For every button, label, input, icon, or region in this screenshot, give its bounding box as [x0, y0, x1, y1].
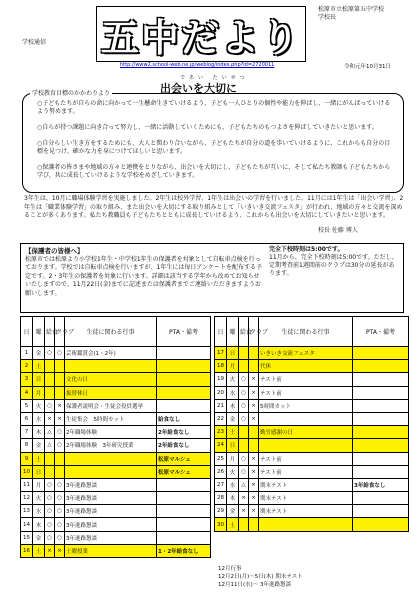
cell-lunch: ○ — [45, 531, 55, 544]
body-paragraph: 3年生は、10月に職場体験学習を実施しました。2年生は校外学習、1年生は出会いの学習を行いました。11月には1年生は「出会い学習」、2年生は「職業体験学習」の取り組み、また出会いを大切にする取り組みとして「いきいき交流フェスタ」が行われ、地域の方々と交流を深めることが多くあります。私たち教職員も子どもたちとともに成長していけるよう、これからも出会いを大切にしていきたいと思います。 — [24, 195, 404, 219]
cell-pta — [157, 386, 211, 399]
cell-lunch: ○ — [45, 478, 55, 491]
cell-event: いきいき交流フェスタ — [259, 347, 353, 360]
cell-date: 3 — [21, 373, 33, 386]
headline-furigana: であい たいせつ — [180, 75, 249, 81]
cell-pta: 松原マルシェ — [157, 465, 211, 478]
cell-event: 3年進路懇談 — [65, 478, 157, 491]
cell-day: 木 — [33, 518, 45, 531]
cell-lunch: ○ — [45, 518, 55, 531]
calendar-row — [21, 439, 211, 452]
cell-lunch — [239, 518, 249, 531]
cell-day: 日 — [33, 373, 45, 386]
cell-pta — [157, 360, 211, 373]
cell-date: 14 — [21, 518, 33, 531]
cell-lunch: ○ — [239, 452, 249, 465]
calendar-row — [21, 426, 211, 439]
cell-event: テスト前 — [259, 386, 353, 399]
cell-club: × — [55, 412, 65, 425]
cell-pta — [157, 505, 211, 518]
cell-lunch — [45, 465, 55, 478]
cell-lunch: × — [45, 412, 55, 425]
cell-date: 27 — [215, 478, 227, 491]
cell-event: テスト前 — [259, 465, 353, 478]
cell-pta — [353, 518, 409, 531]
cell-lunch: △ — [45, 426, 55, 439]
cell-club: × — [249, 412, 259, 425]
calendar-row — [215, 386, 409, 399]
cell-date: 4 — [21, 386, 33, 399]
calendar-table-left — [20, 316, 211, 558]
cell-day: 土 — [33, 544, 45, 557]
col-lunch: 給食 — [239, 317, 249, 347]
calendar-row — [21, 452, 211, 465]
cell-event: 期末テスト — [259, 492, 353, 505]
col-club: クラブ — [55, 317, 65, 347]
cell-event: 生徒集会 5時間カット — [65, 412, 157, 425]
cell-event — [65, 452, 157, 465]
calendar-table-right — [214, 316, 409, 532]
cell-club — [55, 465, 65, 478]
cell-lunch: ○ — [239, 412, 249, 425]
col-lunch: 給食 — [45, 317, 55, 347]
cell-club — [55, 386, 65, 399]
dismissal-title: 完全下校時刻は5:00です。 — [269, 246, 344, 253]
cell-day: 木 — [227, 399, 239, 412]
cell-lunch — [45, 360, 55, 373]
calendar-row — [215, 347, 409, 360]
cell-day: 日 — [227, 347, 239, 360]
cell-pta — [353, 439, 409, 452]
calendar-row — [21, 360, 211, 373]
cell-day: 金 — [33, 347, 45, 360]
cell-date: 7 — [21, 426, 33, 439]
cell-pta — [353, 399, 409, 412]
school-web-link[interactable]: http://www2.school-web.ne.jp/weblog/index.php?id=2720011 — [120, 62, 275, 68]
cell-day: 火 — [33, 399, 45, 412]
cell-club: ○ — [55, 347, 65, 360]
cell-event: 土曜授業 — [65, 544, 157, 557]
cell-event: 5時間カット — [259, 399, 353, 412]
cell-date: 26 — [215, 465, 227, 478]
cell-event: 2年職場体験 — [65, 426, 157, 439]
policy-box — [22, 93, 404, 193]
calendar-row — [215, 426, 409, 439]
cell-day: 土 — [227, 518, 239, 531]
cell-club: × — [249, 386, 259, 399]
cell-pta — [157, 399, 211, 412]
cell-date: 10 — [21, 465, 33, 478]
cell-day: 水 — [227, 386, 239, 399]
principal-signature: 校長 佐藤 博人 — [318, 227, 358, 234]
cell-day: 木 — [33, 426, 45, 439]
cell-event: 代休 — [259, 360, 353, 373]
newsletter-title: 五中だより — [100, 15, 301, 60]
cell-day: 火 — [227, 373, 239, 386]
cell-lunch: × — [239, 505, 249, 518]
cell-event — [259, 439, 353, 452]
calendar-row — [21, 386, 211, 399]
cell-event: 3年進路懇談 — [65, 531, 157, 544]
policy-item: ○保護者の皆さまや地域の方々と連携をとりながら、出会いを大切にし、子どもたちが互いに、そして私たち教師も子どもたちから学び、共に成長していけるような学校をめざしていきます。 — [37, 164, 391, 179]
cell-lunch — [239, 347, 249, 360]
cell-event: 保護者説明会・生徒会役員選挙 — [65, 399, 157, 412]
cell-lunch: ○ — [239, 373, 249, 386]
cell-lunch — [239, 426, 249, 439]
cell-club: ○ — [55, 492, 65, 505]
cell-date: 17 — [215, 347, 227, 360]
cell-pta: 給食なし — [157, 412, 211, 425]
cell-day: 土 — [33, 360, 45, 373]
cell-date: 5 — [21, 399, 33, 412]
cell-event — [65, 465, 157, 478]
cell-lunch: ○ — [239, 465, 249, 478]
policy-title: 学校教育目標のかかわりより — [32, 90, 111, 97]
cell-club: × — [249, 373, 259, 386]
cell-pta — [353, 465, 409, 478]
cell-day: 月 — [33, 478, 45, 491]
cell-club: ○ — [55, 518, 65, 531]
cell-pta — [353, 360, 409, 373]
cell-event: 芸術鑑賞会(1・2年) — [65, 347, 157, 360]
cell-event: 3年進路懇談 — [65, 505, 157, 518]
cell-lunch — [239, 360, 249, 373]
cell-club: × — [249, 465, 259, 478]
cell-club: ○ — [55, 505, 65, 518]
cell-lunch: ○ — [45, 492, 55, 505]
cell-lunch: ○ — [239, 386, 249, 399]
calendar-row — [215, 439, 409, 452]
cell-club: × — [249, 505, 259, 518]
cell-pta — [157, 531, 211, 544]
cell-day: 火 — [227, 465, 239, 478]
calendar-row — [21, 518, 211, 531]
col-events: 生徒に関わる行事 — [259, 317, 353, 347]
calendar-row — [21, 373, 211, 386]
footer-line: 12月2日(月)〜5日(木) 期末テスト — [218, 574, 303, 580]
cell-club: × — [55, 544, 65, 557]
calendar-row — [215, 505, 409, 518]
calendar-row — [21, 505, 211, 518]
cell-club: ○ — [55, 426, 65, 439]
school-name: 松原市立松原第五中学校 — [318, 6, 385, 13]
cell-date: 28 — [215, 492, 227, 505]
col-events: 生徒に関わる行事 — [65, 317, 157, 347]
cell-day: 火 — [33, 492, 45, 505]
col-date: 日 — [21, 317, 33, 347]
cell-day: 水 — [33, 505, 45, 518]
cell-club: × — [249, 492, 259, 505]
policy-item: ○子どもたちが自らの命に向かって一生懸命生きていけるよう、子ども一人ひとりの個性や能力を伸ばし、一緒にがんばっていけるよう努めます。 — [37, 100, 391, 115]
cell-event: テスト前 — [259, 373, 353, 386]
cell-event: 文化の日 — [65, 373, 157, 386]
cell-pta — [157, 492, 211, 505]
cell-date: 30 — [215, 518, 227, 531]
cell-date: 13 — [21, 505, 33, 518]
cell-pta — [157, 347, 211, 360]
document-type: 学校通信 — [22, 39, 47, 46]
cell-lunch — [45, 386, 55, 399]
calendar-row — [21, 465, 211, 478]
cell-date: 12 — [21, 492, 33, 505]
calendar-row — [215, 399, 409, 412]
cell-pta — [157, 478, 211, 491]
cell-club: ○ — [55, 531, 65, 544]
cell-club — [249, 439, 259, 452]
dismissal-notice — [269, 246, 399, 278]
cell-event — [259, 518, 353, 531]
cell-date: 23 — [215, 426, 227, 439]
cell-pta — [157, 373, 211, 386]
cell-day: 日 — [33, 465, 45, 478]
cell-day: 月 — [33, 386, 45, 399]
cell-lunch: ○ — [239, 399, 249, 412]
cell-event — [65, 360, 157, 373]
cell-lunch: ○ — [45, 505, 55, 518]
col-day: 曜 — [33, 317, 45, 347]
cell-date: 24 — [215, 439, 227, 452]
dismissal-body: 11月から、完全下校時刻は5:00です。ただし、定期考査前1週間前のクラブは30分の延長があります。 — [269, 254, 398, 277]
policy-item: ○自らが持つ課題に向き合って努力し、一緒に活動していくためにも、子どもたちのもつよさを伸ばしていきたいと思います。 — [37, 124, 378, 131]
cell-day: 金 — [33, 439, 45, 452]
cell-date: 8 — [21, 439, 33, 452]
cell-date: 18 — [215, 360, 227, 373]
cell-date: 9 — [21, 452, 33, 465]
cell-pta: 2年給食なし — [157, 439, 211, 452]
cell-day: 水 — [227, 478, 239, 491]
cell-club: ○ — [55, 439, 65, 452]
cell-club: × — [249, 399, 259, 412]
cell-pta: 2年給食なし — [157, 426, 211, 439]
calendar-row — [21, 492, 211, 505]
cell-club — [249, 518, 259, 531]
cell-pta — [353, 412, 409, 425]
cell-club: ○ — [55, 478, 65, 491]
cell-pta: 1・2年給食なし — [157, 544, 211, 557]
col-pta: PTA・備考 — [157, 317, 211, 347]
cell-event: 期末テスト — [259, 505, 353, 518]
calendar-row — [215, 465, 409, 478]
cell-date: 20 — [215, 386, 227, 399]
cell-date: 22 — [215, 412, 227, 425]
cell-lunch: △ — [45, 439, 55, 452]
cell-event: 2年職場体験 3年研究授業 — [65, 439, 157, 452]
cell-club — [55, 452, 65, 465]
newsletter-title-box — [96, 6, 306, 62]
cell-day: 土 — [33, 452, 45, 465]
cell-pta — [353, 386, 409, 399]
cell-pta — [353, 452, 409, 465]
calendar-row — [21, 399, 211, 412]
cell-date: 19 — [215, 373, 227, 386]
cell-pta — [353, 492, 409, 505]
cell-date: 29 — [215, 505, 227, 518]
cell-pta — [353, 347, 409, 360]
calendar-row — [21, 531, 211, 544]
cell-date: 21 — [215, 399, 227, 412]
cell-club — [249, 360, 259, 373]
headline: 出会いを大切に — [160, 82, 237, 95]
cell-day: 日 — [227, 439, 239, 452]
calendar-row — [215, 360, 409, 373]
cell-pta: 3年給食なし — [353, 478, 409, 491]
cell-lunch — [45, 373, 55, 386]
next-month-events — [218, 565, 408, 589]
cell-event: 振替休日 — [65, 386, 157, 399]
col-date: 日 — [215, 317, 227, 347]
calendar-row — [21, 544, 211, 557]
cell-club — [249, 347, 259, 360]
calendar-row — [215, 412, 409, 425]
cell-lunch: × — [239, 492, 249, 505]
school-principal-label: 学校長 — [318, 14, 337, 21]
cell-pta — [353, 373, 409, 386]
calendar-row — [215, 518, 409, 531]
cell-date: 2 — [21, 360, 33, 373]
col-club: クラブ — [249, 317, 259, 347]
notice-body: 松原市では松原より小学校1年生・中学校1年生の保護者を対象として自転車点検を行っております。学校では自転車点検を行いますが、1年生には毎日アンケートを配布する予定です。2・3年生の保護者を対象に行います。詳細は該当する学年から改めてお知らせいたしますので、11月22日(金)までに記述または保護者までご連絡いただきますようお願いします。 — [25, 256, 262, 297]
cell-event: 期末テスト — [259, 478, 353, 491]
cell-day: 水 — [33, 412, 45, 425]
cell-day: 土 — [227, 426, 239, 439]
notice-title: 【保護者の皆様へ】 — [25, 247, 84, 255]
cell-day: 金 — [227, 412, 239, 425]
cell-event: テスト前 — [259, 452, 353, 465]
cell-day: 月 — [227, 360, 239, 373]
cell-date: 1 — [21, 347, 33, 360]
cell-club: × — [249, 452, 259, 465]
cell-lunch: ○ — [45, 399, 55, 412]
cell-date: 15 — [21, 531, 33, 544]
cell-date: 6 — [21, 412, 33, 425]
calendar-row — [215, 492, 409, 505]
cell-club — [55, 360, 65, 373]
col-day: 曜 — [227, 317, 239, 347]
cell-club — [249, 426, 259, 439]
cell-day: 金 — [33, 531, 45, 544]
cell-event — [259, 412, 353, 425]
calendar-row — [21, 347, 211, 360]
issue-date: 令和元年10月31日 — [344, 64, 391, 70]
cell-date: 16 — [21, 544, 33, 557]
cell-lunch: × — [45, 544, 55, 557]
calendar-row — [21, 412, 211, 425]
cell-event: 3年進路懇談 — [65, 492, 157, 505]
cell-lunch — [45, 452, 55, 465]
cell-event: 3年進路懇談 — [65, 518, 157, 531]
cell-pta — [353, 505, 409, 518]
cell-lunch: △ — [239, 478, 249, 491]
calendar-row — [215, 452, 409, 465]
cell-pta — [157, 518, 211, 531]
policy-item: ○自分らしい生き方をするためにも、大人と関わり合いながら、子どもたちが自分の道を歩いていけるように、これからも自分の目標を見つけ、確かな力を身につけてほしいと思います。 — [37, 140, 391, 155]
cell-lunch — [239, 439, 249, 452]
cell-date: 25 — [215, 452, 227, 465]
cell-day: 金 — [227, 505, 239, 518]
calendar-row — [215, 478, 409, 491]
cell-club: × — [55, 399, 65, 412]
cell-day: 木 — [227, 492, 239, 505]
cell-pta — [353, 426, 409, 439]
calendar-row — [215, 373, 409, 386]
notice-box — [20, 243, 404, 313]
col-pta: PTA・備考 — [353, 317, 409, 347]
footer-line: 12月行事 — [218, 566, 242, 572]
school-info — [318, 6, 416, 22]
calendar-row — [21, 478, 211, 491]
cell-date: 11 — [21, 478, 33, 491]
cell-club: × — [249, 478, 259, 491]
cell-pta: 松原マルシェ — [157, 452, 211, 465]
footer-line: 12月11日(水)〜 3年進路懇談 — [218, 582, 292, 588]
cell-day: 月 — [227, 452, 239, 465]
cell-club — [55, 373, 65, 386]
cell-event: 勤労感謝の日 — [259, 426, 353, 439]
cell-lunch: ○ — [45, 347, 55, 360]
